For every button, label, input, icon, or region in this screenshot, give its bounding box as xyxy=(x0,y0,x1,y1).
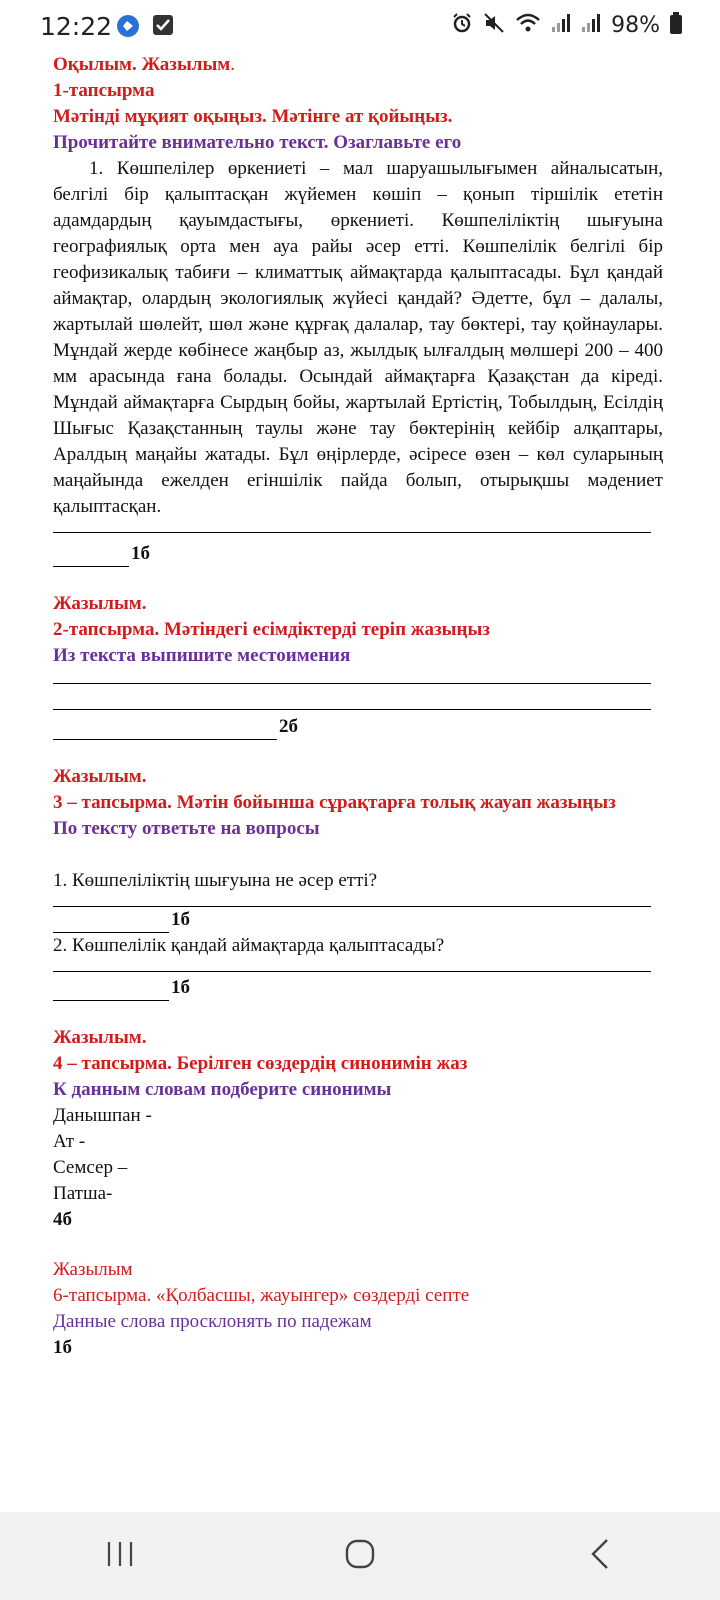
status-time: 12:22 xyxy=(40,12,113,41)
task1-instruction-ru: Прочитайте внимательно текст. Озаглавьте его xyxy=(53,132,462,153)
recent-apps-icon xyxy=(105,1540,135,1573)
task2-label: 2-тапсырма. Мәтіндегі есімдіктерді теріп жазыңыз xyxy=(53,619,490,640)
check-icon xyxy=(152,14,174,42)
task6-points: 1б xyxy=(53,1337,72,1358)
mute-icon xyxy=(483,12,505,38)
back-icon xyxy=(590,1538,610,1575)
task3-label: 3 – тапсырма. Мәтін бойынша сұрақтарға толық жауап жазыңыз xyxy=(53,792,616,813)
task1-label: 1-тапсырма xyxy=(53,80,155,101)
task4-label: 4 – тапсырма. Берілген сөздердің синонимін жаз xyxy=(53,1053,468,1074)
task4-word: Патша- xyxy=(53,1183,113,1204)
wifi-icon xyxy=(515,12,541,38)
points: 1б xyxy=(131,543,150,564)
task4-word: Семсер – xyxy=(53,1157,128,1178)
home-icon xyxy=(344,1538,376,1575)
task1-text: 1. Көшпелілер өркениеті – мал шаруашылығымен айналысатын, белгілі бір қалыптасқан жүйемен көшіп – қонып тіршілік ететін адамдардың қауымдастығы, өркениеті. Көшпеліліктің шығуына географиялық орта мен ауа райы әсер етті. Көшпелілік белгілі бір геофизикалық табиғи – климаттық аймақтарда қалыптасады. Бұл қандай аймақтар, олардың экологиялық жүйесі қандай? Әдетте, бұл – далалы, жартылай шөлейт, шөл және құрғақ далалар, тау бөктері, тау қойнаулары. Мұндай жерде көбінесе жаңбыр аз, жылдық ылғалдың мөлшері 200 – 400 мм арасында ғана болады. Осындай аймақтарға Қазақстан да кіреді. Мұндай аймақтарға Сырдың бойы, жартылай Ертістің, Тобылдың, Есілдің Шығыс Қазақстанның таулы және тау бөктерінің кейбір алқаптары, Аралдың маңайы жатады. Бұл өңірлерде, әсіресе өзен – көл суларының маңайында ежелден егіншілік пайда болып, отырықшы мәдениет қалыптасқан. xyxy=(53,158,663,517)
signal-icon xyxy=(551,12,571,38)
task6-section: Жазылым xyxy=(53,1259,133,1280)
task4-word: Ат - xyxy=(53,1131,86,1152)
task3-q1-score xyxy=(53,907,663,933)
task6-instruction-ru: Данные слова просклонять по падежам xyxy=(53,1311,372,1332)
points: 1б xyxy=(171,909,190,930)
task1-instruction-kz: Мәтінді мұқият оқыңыз. Мәтінге ат қойыңыз. xyxy=(53,106,453,127)
task4-instruction-ru: К данным словам подберите синонимы xyxy=(53,1079,392,1100)
back-button[interactable] xyxy=(565,1526,635,1586)
app-icon xyxy=(116,14,140,42)
task2-score xyxy=(53,714,663,740)
score-blank xyxy=(53,980,169,1001)
score-blank xyxy=(53,912,169,933)
task1-score xyxy=(53,541,663,567)
alarm-icon xyxy=(451,12,473,38)
task3-question-1: 1. Көшпеліліктің шығуына не әсер етті? xyxy=(53,870,378,891)
points: 2б xyxy=(279,716,298,737)
battery-icon xyxy=(670,12,682,38)
task4-word: Данышпан - xyxy=(53,1105,152,1126)
navigation-bar xyxy=(0,1512,720,1600)
task2-instruction-ru: Из текста выпишите местоимения xyxy=(53,645,351,666)
doc-header: Оқылым. Жазылым. xyxy=(53,54,235,75)
task3-section: Жазылым. xyxy=(53,766,147,787)
task4-section: Жазылым. xyxy=(53,1027,147,1048)
score-blank xyxy=(53,719,277,740)
points: 1б xyxy=(171,977,190,998)
task3-instruction-ru: По тексту ответьте на вопросы xyxy=(53,818,320,839)
battery-percent: 98% xyxy=(611,12,660,38)
task3-q2-score xyxy=(53,975,663,1001)
score-blank xyxy=(53,546,129,567)
task2-section: Жазылым. xyxy=(53,593,147,614)
signal-icon xyxy=(581,12,601,38)
task4-points: 4б xyxy=(53,1209,72,1230)
status-bar xyxy=(0,0,720,52)
notification-icons xyxy=(116,14,174,42)
task6-label: 6-тапсырма. «Қолбасшы, жауынгер» сөздерді септе xyxy=(53,1285,470,1306)
recent-apps-button[interactable] xyxy=(85,1526,155,1586)
document xyxy=(53,52,663,1361)
home-button[interactable] xyxy=(325,1526,395,1586)
task3-question-2: 2. Көшпелілік қандай аймақтарда қалыптасады? xyxy=(53,935,445,956)
